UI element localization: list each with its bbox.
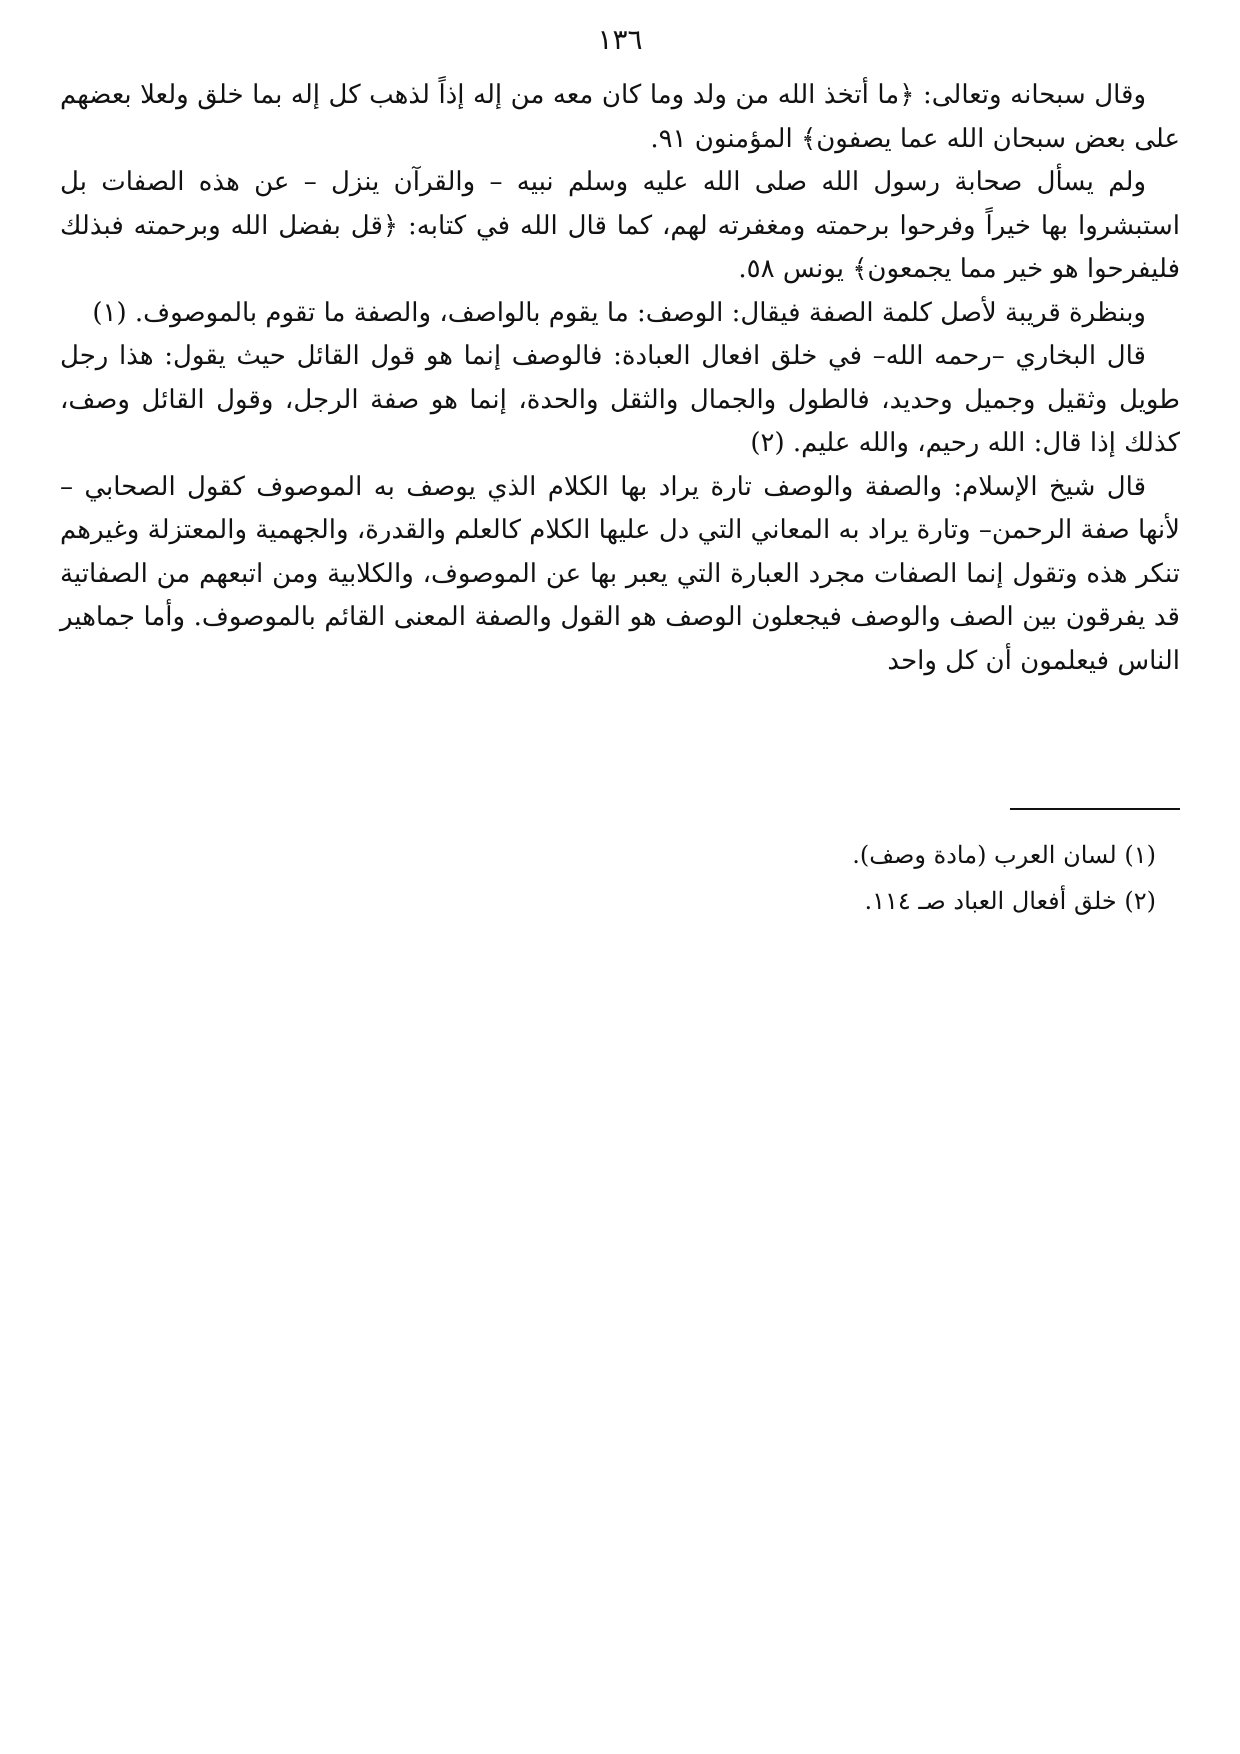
footnotes (76, 832, 1156, 924)
body-text (60, 74, 1180, 683)
paragraph-2: ولم يسأل صحابة رسول الله صلى الله عليه وسلم نبيه – والقرآن ينزل – عن هذه الصفات بل استبشروا بها خيراً وفرحوا برحمته ومغفرته لهم، كما قال الله في كتابه: ﴿قل بفضل الله وبرحمته فبذلك فليفرحوا هو خير مما يجمعون﴾ يونس ٥٨. (60, 167, 1180, 284)
footnote-divider (1010, 808, 1180, 810)
paragraph-4: قال البخاري –رحمه الله– في خلق افعال العبادة: فالوصف إنما هو قول القائل حيث يقول: هذا رجل طويل وثقيل وجميل وحديد، فالطول والجمال والثقل والحدة، إنما هو صفة الرجل، وقول القائل وصف، كذلك إذا قال: الله رحيم، والله عليم. (٢) (60, 341, 1180, 458)
footnote-2: (٢) خلق أفعال العباد صـ ١١٤. (864, 887, 1156, 915)
paragraph-5: قال شيخ الإسلام: والصفة والوصف تارة يراد بها الكلام الذي يوصف به الموصوف كقول الصحابي – لأنها صفة الرحمن– وتارة يراد به المعاني التي دل عليها الكلام كالعلم والقدرة، والجهمية والمعتزلة وغيرهم تنكر هذه وتقول إنما الصفات مجرد العبارة التي يعبر بها عن الموصوف، والكلابية ومن اتبعهم من الصفاتية قد يفرقون بين الصف والوصف فيجعلون الوصف هو القول والصفة المعنى القائم بالموصوف. وأما جماهير الناس فيعلمون أن كل واحد (60, 471, 1180, 676)
page-number: ١٣٦ (597, 23, 643, 56)
paragraph-1: وقال سبحانه وتعالى: ﴿ما أتخذ الله من ولد وما كان معه من إله إذاً لذهب كل إله بما خلق ولعلا بعضهم على بعض سبحان الله عما يصفون﴾ المؤمنون ٩١. (60, 80, 1180, 154)
paragraph-3: وبنظرة قريبة لأصل كلمة الصفة فيقال: الوصف: ما يقوم بالواصف، والصفة ما تقوم بالموصوف. (١) (92, 297, 1146, 328)
footnote-1: (١) لسان العرب (مادة وصف). (852, 841, 1156, 869)
